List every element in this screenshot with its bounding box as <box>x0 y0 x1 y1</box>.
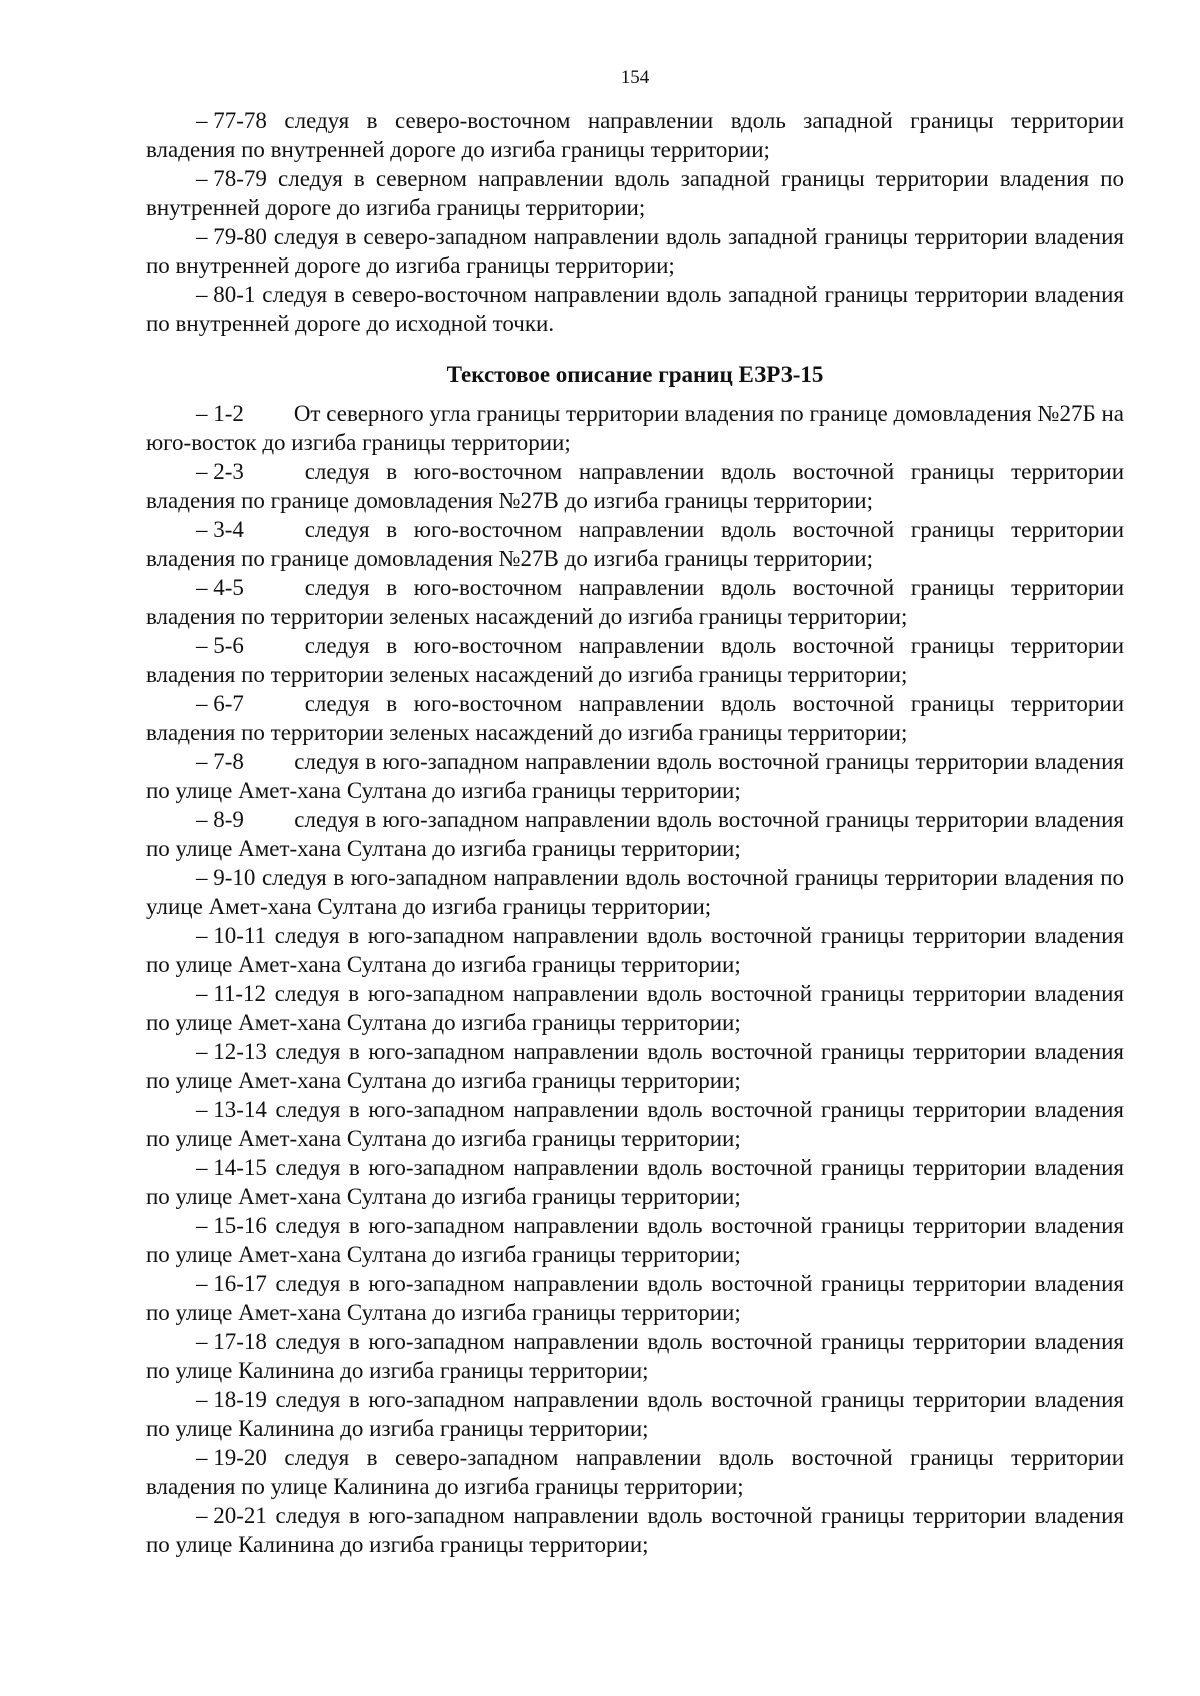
boundary-entry <box>146 1095 1124 1153</box>
segment-label: – 13-14 <box>196 1097 267 1122</box>
boundary-entry <box>146 1211 1124 1269</box>
segment-label: – 12-13 <box>196 1039 267 1064</box>
segment-label: – 6-7 <box>196 691 244 716</box>
boundary-entry <box>146 979 1124 1037</box>
segment-text: следуя в юго-западном направлении вдоль восточной границы территории владения по улице Амет-хана Султана до изгиба границы территории; <box>146 1213 1124 1267</box>
boundary-entry <box>146 1037 1124 1095</box>
segment-text: следуя в юго-западном направлении вдоль восточной границы территории владения по улице Калинина до изгиба границы территории; <box>146 1329 1124 1383</box>
segment-text: следуя в северо-восточном направлении вдоль западной границы территории владения по внутренней дороге до изгиба границы территории; <box>146 108 1125 162</box>
segment-text: следуя в юго-западном направлении вдоль восточной границы территории владения по улице Амет-хана Султана до изгиба границы территории; <box>146 1097 1124 1151</box>
boundary-entry <box>146 1269 1124 1327</box>
segment-text: следуя в юго-западном направлении вдоль восточной границы территории владения по улице Калинина до изгиба границы территории; <box>146 1387 1124 1441</box>
boundary-entry <box>146 1385 1124 1443</box>
boundary-entry <box>146 280 1124 338</box>
segment-text: следуя в юго-восточном направлении вдоль восточной границы территории владения по территории зеленых насаждений до изгиба границы территории; <box>146 691 1125 745</box>
segment-label: – 14-15 <box>196 1155 267 1180</box>
segment-label: – 7-8 <box>196 749 244 774</box>
segment-label: – 16-17 <box>196 1271 267 1296</box>
segment-text: От северного угла границы территории владения по границе домовладения №27Б на юго-восток до изгиба границы территории; <box>146 401 1125 455</box>
segment-label: – 3-4 <box>196 517 244 542</box>
section-title: Текстовое описание границ ЕЗРЗ-15 <box>446 362 824 387</box>
boundary-entry <box>146 1443 1124 1501</box>
segment-text: следуя в юго-западном направлении вдоль восточной границы территории владения по улице Амет-хана Султана до изгиба границы территории; <box>146 923 1124 977</box>
segment-label: – 19-20 <box>196 1445 267 1470</box>
segment-text: следуя в юго-западном направлении вдоль восточной границы территории владения по улице Амет-хана Султана до изгиба границы территории; <box>146 749 1124 803</box>
segment-label: – 80-1 <box>196 282 256 307</box>
segment-text: следуя в юго-западном направлении вдоль восточной границы территории владения по улице Калинина до изгиба границы территории; <box>146 1503 1124 1557</box>
segment-text: следуя в юго-западном направлении вдоль восточной границы территории владения по улице Амет-хана Султана до изгиба границы территории; <box>146 865 1125 919</box>
segment-text: следуя в северо-западном направлении вдоль восточной границы территории владения по улице Калинина до изгиба границы территории; <box>146 1445 1125 1499</box>
boundary-entry <box>146 747 1124 805</box>
boundary-entry <box>146 1153 1124 1211</box>
segment-text: следуя в юго-западном направлении вдоль восточной границы территории владения по улице Амет-хана Султана до изгиба границы территории; <box>146 1039 1124 1093</box>
segment-label: – 4-5 <box>196 575 244 600</box>
segment-text: следуя в юго-восточном направлении вдоль восточной границы территории владения по территории зеленых насаждений до изгиба границы территории; <box>146 633 1125 687</box>
segment-text: следуя в юго-западном направлении вдоль восточной границы территории владения по улице Амет-хана Султана до изгиба границы территории; <box>146 1155 1124 1209</box>
boundary-entry <box>146 1501 1124 1559</box>
segment-text: следуя в северо-восточном направлении вдоль западной границы территории владения по внутренней дороге до исходной точки. <box>146 282 1125 336</box>
segment-text: следуя в юго-восточном направлении вдоль восточной границы территории владения по границе домовладения №27В до изгиба границы территории; <box>146 459 1125 513</box>
segment-label: – 15-16 <box>196 1213 267 1238</box>
segment-text: следуя в юго-западном направлении вдоль восточной границы территории владения по улице Амет-хана Султана до изгиба границы территории; <box>146 981 1124 1035</box>
segment-label: – 2-3 <box>196 459 244 484</box>
segment-label: – 8-9 <box>196 807 244 832</box>
page-number: 154 <box>620 67 650 88</box>
segment-label: – 5-6 <box>196 633 244 658</box>
boundary-entry <box>146 1327 1124 1385</box>
document-page <box>146 66 1124 1559</box>
segment-text: следуя в юго-западном направлении вдоль восточной границы территории владения по улице Амет-хана Султана до изгиба границы территории; <box>146 807 1124 861</box>
boundary-entry <box>146 631 1124 689</box>
boundary-entry <box>146 573 1124 631</box>
segment-label: – 77-78 <box>196 108 267 133</box>
segment-text: следуя в юго-восточном направлении вдоль восточной границы территории владения по границе домовладения №27В до изгиба границы территории; <box>146 517 1125 571</box>
boundary-entry <box>146 863 1124 921</box>
intro-entries <box>146 106 1124 338</box>
segment-label: – 18-19 <box>196 1387 267 1412</box>
boundary-entry <box>146 399 1124 457</box>
segment-label: – 9-10 <box>196 865 256 890</box>
boundary-entry <box>146 805 1124 863</box>
boundary-entry <box>146 457 1124 515</box>
segment-label: – 20-21 <box>196 1503 267 1528</box>
boundary-entry <box>146 164 1124 222</box>
boundary-entry <box>146 921 1124 979</box>
segment-text: следуя в юго-восточном направлении вдоль восточной границы территории владения по территории зеленых насаждений до изгиба границы территории; <box>146 575 1125 629</box>
segment-label: – 79-80 <box>196 224 267 249</box>
segment-label: – 78-79 <box>196 166 267 191</box>
segment-text: следуя в северном направлении вдоль западной границы территории владения по внутренней дороге до изгиба границы территории; <box>146 166 1124 220</box>
segment-text: следуя в юго-западном направлении вдоль восточной границы территории владения по улице Амет-хана Султана до изгиба границы территории; <box>146 1271 1124 1325</box>
boundary-entry <box>146 515 1124 573</box>
boundary-entry <box>146 222 1124 280</box>
boundary-entry <box>146 689 1124 747</box>
segment-label: – 10-11 <box>196 923 267 948</box>
segment-label: – 1-2 <box>196 401 244 426</box>
segment-text: следуя в северо-западном направлении вдоль западной границы территории владения по внутренней дороге до изгиба границы территории; <box>146 224 1124 278</box>
boundary-entry <box>146 106 1124 164</box>
section-entries <box>146 399 1124 1559</box>
segment-label: – 17-18 <box>196 1329 267 1354</box>
segment-label: – 11-12 <box>196 981 267 1006</box>
